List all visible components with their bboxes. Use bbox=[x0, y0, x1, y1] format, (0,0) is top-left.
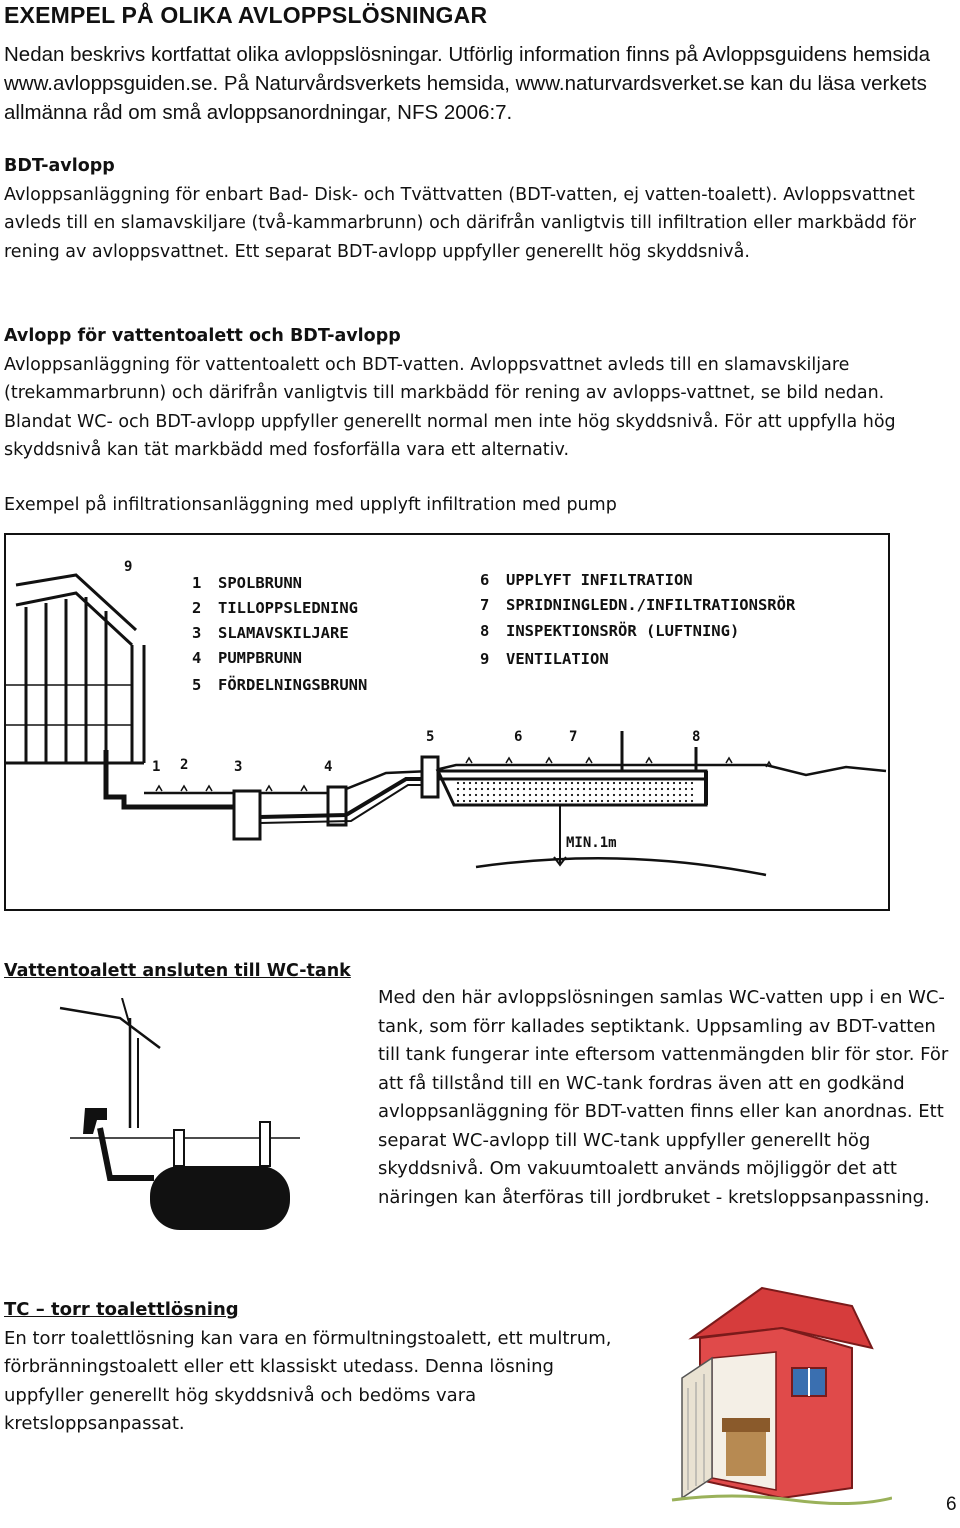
legend-label-3: SLAMAVSKILJARE bbox=[218, 624, 349, 642]
wc-tank-drawing bbox=[30, 998, 330, 1248]
wc-bdt-section bbox=[4, 322, 954, 465]
bdt-text: Avloppsanläggning för enbart Bad- Disk- och Tvättvatten (BDT-vatten, ej vatten-toalett). Avloppsvattnet avleds till en slamavskiljare (två-kammarbrunn) och därifrån vanligtvis till infiltration eller markbädd för rening av avloppsvattnet. Ett separat BDT-avlopp uppfyller generellt hög skyddsnivå. bbox=[4, 184, 916, 262]
diagram-caption: Exempel på infiltrationsanläggning med upplyft infiltration med pump bbox=[4, 495, 617, 515]
marker-4: 4 bbox=[324, 759, 333, 775]
legend-label-2: TILLOPPSLEDNING bbox=[218, 599, 358, 617]
legend-num-9: 9 bbox=[480, 650, 490, 668]
outhouse-door bbox=[682, 1358, 712, 1498]
legend-label-5: FÖRDELNINGSBRUNN bbox=[218, 676, 368, 694]
marker-7: 7 bbox=[569, 729, 578, 745]
intro-paragraph: Nedan beskrivs kortfattat olika avloppslösningar. Utförlig information finns på Avloppsguidens hemsida www.avloppsguiden.se. På Naturvårdsverkets hemsida, www.naturvardsverket.se kan du läsa verkets allmänna råd om små avloppsanordningar, NFS 2006:7. bbox=[4, 43, 931, 124]
marker-8: 8 bbox=[692, 729, 701, 745]
legend-num-1: 1 bbox=[192, 574, 202, 592]
marker-1: 1 bbox=[152, 759, 161, 775]
legend-label-9: VENTILATION bbox=[506, 650, 609, 668]
wc-tank-illustration bbox=[30, 998, 330, 1248]
marker-3: 3 bbox=[234, 759, 243, 775]
house-icon bbox=[6, 575, 144, 763]
marker-9: 9 bbox=[124, 559, 133, 575]
legend-num-7: 7 bbox=[480, 596, 490, 614]
legend-num-6: 6 bbox=[480, 571, 490, 589]
legend-label-1: SPOLBRUNN bbox=[218, 574, 302, 592]
wc-tank-heading: Vattentoalett ansluten till WC-tank bbox=[4, 961, 351, 981]
tc-heading: TC – torr toalettlösning bbox=[4, 1299, 239, 1320]
inlet-pipe bbox=[106, 750, 236, 807]
legend-label-6: UPPLYFT INFILTRATION bbox=[506, 571, 693, 589]
infiltration-bed-icon bbox=[438, 771, 706, 805]
septic-tank-icon bbox=[234, 791, 260, 839]
outhouse-drawing bbox=[652, 1268, 892, 1508]
legend-label-8: INSPEKTIONSRÖR (LUFTNING) bbox=[506, 622, 740, 640]
infiltration-diagram-drawing bbox=[6, 535, 888, 909]
marker-2: 2 bbox=[180, 757, 189, 773]
tc-section bbox=[4, 1296, 624, 1439]
page-number: 6 bbox=[946, 1494, 957, 1515]
distribution-well-icon bbox=[422, 757, 438, 797]
legend-label-4: PUMPBRUNN bbox=[218, 649, 302, 667]
marker-5: 5 bbox=[426, 729, 435, 745]
tc-text: En torr toalettlösning kan vara en förmultningstoalett, ett multrum, förbränningstoalett eller ett klassiskt utedass. Denna lösning uppfyller generellt hög skyddsnivå och bedöms vara kretsloppsanpassat. bbox=[4, 1327, 612, 1434]
legend-num-8: 8 bbox=[480, 622, 490, 640]
legend-num-5: 5 bbox=[192, 676, 202, 694]
page-title: EXEMPEL PÅ OLIKA AVLOPPSLÖSNINGAR bbox=[4, 2, 488, 28]
groundwater-line bbox=[476, 858, 766, 875]
legend-num-4: 4 bbox=[192, 649, 202, 667]
marker-6: 6 bbox=[514, 729, 523, 745]
wc-tank-icon bbox=[150, 1166, 290, 1230]
legend-num-3: 3 bbox=[192, 624, 202, 642]
legend-label-7: SPRIDNINGLEDN./INFILTRATIONSRÖR bbox=[506, 596, 796, 614]
pump-well-icon bbox=[328, 787, 346, 825]
min-depth-label: MIN.1m bbox=[566, 835, 617, 851]
infiltration-diagram bbox=[4, 533, 890, 911]
wc-tank-text: Med den här avloppslösningen samlas WC-vatten upp i en WC-tank, som förr kallades septiktank. Uppsamling av BDT-vatten till tank fungerar inte eftersom vattenmängden blir för stor. För att få tillstånd till en WC-tank fordras även att en godkänd avloppsanläggning för BDT-vatten finns eller kan anordnas. Ett separat WC-avlopp till WC-tank uppfyller generellt hög skyddsnivå. Om vakuumtoalett används möjliggör det att näringen kan återföras till jordbruket - kretsloppsanpassning. bbox=[378, 987, 949, 1208]
bdt-section bbox=[4, 152, 954, 266]
legend-num-2: 2 bbox=[192, 599, 202, 617]
outhouse-illustration bbox=[652, 1268, 892, 1508]
wc-bdt-heading: Avlopp för vattentoalett och BDT-avlopp bbox=[4, 326, 401, 346]
bdt-heading: BDT-avlopp bbox=[4, 156, 115, 176]
wc-bdt-text: Avloppsanläggning för vattentoalett och BDT-vatten. Avloppsvattnet avleds till en slamavskiljare (trekammarbrunn) och därifrån vanligtvis till markbädd för rening av avlopps-vattnet, se bild nedan. Blandat WC- och BDT-avlopp uppfyller generellt normal men inte hög skyddsnivå. För att uppfylla hög skyddsnivå kan tät markbädd med fosforfälla vara ett alternativ. bbox=[4, 354, 896, 460]
